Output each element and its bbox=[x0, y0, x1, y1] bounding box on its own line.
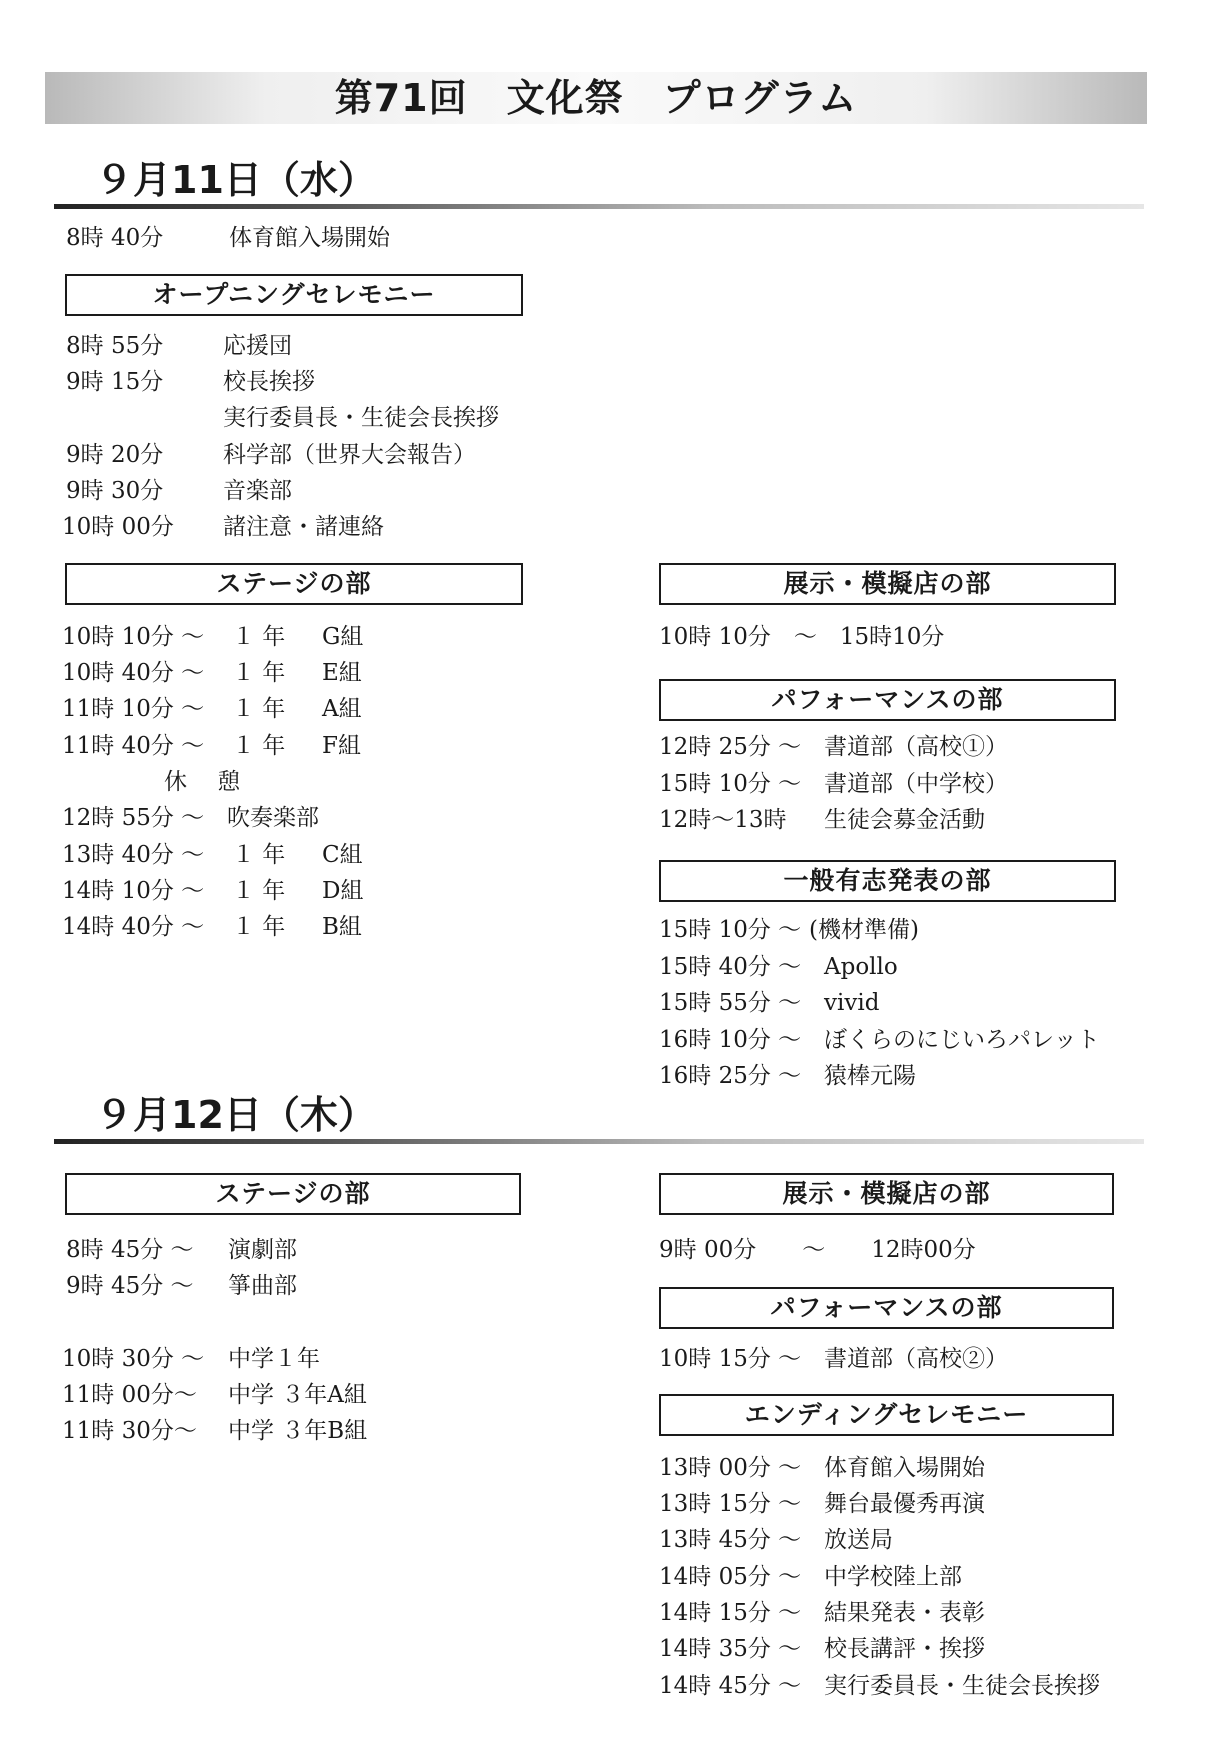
row-time: 15時 55分 ～ bbox=[659, 990, 802, 1016]
row-group: E組 bbox=[322, 660, 362, 686]
row-grade: １ 年 bbox=[232, 842, 286, 868]
day1-exhibit-time: 10時 10分 ～ 15時10分 bbox=[659, 624, 945, 650]
row-desc: 応援団 bbox=[223, 333, 292, 359]
day2-exhibit-time: 9時 00分 ～ 12時00分 bbox=[659, 1237, 976, 1263]
row-desc: Apollo bbox=[824, 954, 898, 980]
entry-time: 8時 40分 bbox=[66, 225, 164, 251]
day2-heading: ９月12日（木） bbox=[95, 1093, 376, 1137]
row-time: 14時 40分 ～ bbox=[62, 914, 205, 940]
row-desc: 生徒会募金活動 bbox=[824, 807, 985, 833]
day1-exhibit-header: 展示・模擬店の部 bbox=[659, 563, 1116, 605]
day1-rule bbox=[54, 204, 1144, 209]
row-time: 12時 25分 ～ bbox=[659, 734, 802, 760]
row-time: 8時 45分 ～ bbox=[66, 1237, 194, 1263]
row-time: 10時 30分 ～ bbox=[62, 1346, 205, 1372]
day1-stage-header: ステージの部 bbox=[65, 563, 523, 605]
page-title: 第71回 文化祭 プログラム bbox=[334, 76, 858, 120]
row-time: 14時 35分 ～ bbox=[659, 1636, 802, 1662]
day1-heading: ９月11日（水） bbox=[95, 158, 376, 202]
row-group: D組 bbox=[322, 878, 364, 904]
row-time: 11時 30分～ bbox=[62, 1418, 197, 1444]
row-desc: 猿棒元陽 bbox=[824, 1063, 916, 1089]
row-desc: 校長講評・挨拶 bbox=[824, 1636, 985, 1662]
row-time: 13時 15分 ～ bbox=[659, 1491, 802, 1517]
row-time: 11時 00分～ bbox=[62, 1382, 197, 1408]
row-time: 11時 10分 ～ bbox=[62, 696, 205, 722]
row-group: C組 bbox=[322, 842, 363, 868]
row-time: 15時 10分 ～ bbox=[659, 917, 802, 943]
day2-exhibit-header: 展示・模擬店の部 bbox=[659, 1173, 1114, 1215]
row-time: 12時～13時 bbox=[659, 807, 787, 833]
row-desc: 体育館入場開始 bbox=[824, 1455, 985, 1481]
row-grade: １ 年 bbox=[232, 696, 286, 722]
row-time: 10時 00分 bbox=[62, 514, 174, 540]
row-grade: １ 年 bbox=[232, 624, 286, 650]
entry-desc: 体育館入場開始 bbox=[229, 225, 390, 251]
row-time: 10時 40分 ～ bbox=[62, 660, 205, 686]
row-desc: 音楽部 bbox=[223, 478, 292, 504]
row-time: 11時 40分 ～ bbox=[62, 733, 205, 759]
day1-volunteer-header: 一般有志発表の部 bbox=[659, 860, 1116, 902]
title-banner bbox=[45, 72, 1147, 124]
row-desc: 中学 ３年B組 bbox=[228, 1418, 368, 1444]
row-time: 15時 40分 ～ bbox=[659, 954, 802, 980]
row-grade: １ 年 bbox=[232, 914, 286, 940]
row-desc: 校長挨拶 bbox=[223, 369, 315, 395]
row-desc: 中学１年 bbox=[228, 1346, 320, 1372]
row-group: G組 bbox=[322, 624, 364, 650]
row-desc: 実行委員長・生徒会長挨拶 bbox=[223, 405, 499, 431]
row-desc: 書道部（高校②） bbox=[824, 1346, 1008, 1372]
row-time: 15時 10分 ～ bbox=[659, 771, 802, 797]
row-time: 9時 30分 bbox=[66, 478, 164, 504]
row-time: 13時 40分 ～ bbox=[62, 842, 205, 868]
row-time: 14時 45分 ～ bbox=[659, 1673, 802, 1699]
row-group: F組 bbox=[322, 733, 361, 759]
row-desc: 結果発表・表彰 bbox=[824, 1600, 985, 1626]
day1-performance-header: パフォーマンスの部 bbox=[659, 679, 1116, 721]
day2-performance-header: パフォーマンスの部 bbox=[659, 1287, 1114, 1329]
row-time: 12時 55分 ～ bbox=[62, 805, 205, 831]
row-desc: 書道部（高校①） bbox=[824, 734, 1008, 760]
row-desc: 放送局 bbox=[824, 1527, 893, 1553]
row-grade: １ 年 bbox=[232, 878, 286, 904]
day2-rule bbox=[54, 1139, 1144, 1144]
row-desc: 箏曲部 bbox=[228, 1273, 297, 1299]
row-grade: 吹奏楽部 bbox=[227, 805, 319, 831]
row-time: 9時 15分 bbox=[66, 369, 164, 395]
row-desc: 科学部（世界大会報告） bbox=[223, 442, 476, 468]
row-time: 13時 45分 ～ bbox=[659, 1527, 802, 1553]
row-desc: (機材準備) bbox=[809, 917, 919, 943]
row-time: 16時 25分 ～ bbox=[659, 1063, 802, 1089]
row-desc: ぼくらのにじいろパレット bbox=[824, 1027, 1100, 1053]
row-desc: 中学校陸上部 bbox=[824, 1564, 962, 1590]
row-desc: 中学 ３年A組 bbox=[228, 1382, 367, 1408]
row-time: 14時 10分 ～ bbox=[62, 878, 205, 904]
row-desc: vivid bbox=[824, 990, 880, 1016]
row-desc: 実行委員長・生徒会長挨拶 bbox=[824, 1673, 1100, 1699]
row-desc: 書道部（中学校） bbox=[824, 771, 1008, 797]
row-time: 14時 15分 ～ bbox=[659, 1600, 802, 1626]
row-time: 16時 10分 ～ bbox=[659, 1027, 802, 1053]
row-time: 8時 55分 bbox=[66, 333, 164, 359]
row-desc: 諸注意・諸連絡 bbox=[223, 514, 384, 540]
row-grade: 休 憩 bbox=[164, 769, 241, 795]
day2-stage-header: ステージの部 bbox=[65, 1173, 521, 1215]
day1-opening-header: オープニングセレモニー bbox=[65, 274, 523, 316]
row-time: 14時 05分 ～ bbox=[659, 1564, 802, 1590]
row-time: 13時 00分 ～ bbox=[659, 1455, 802, 1481]
row-group: A組 bbox=[322, 696, 362, 722]
row-time: 9時 45分 ～ bbox=[66, 1273, 194, 1299]
row-group: B組 bbox=[322, 914, 362, 940]
row-time: 10時 10分 ～ bbox=[62, 624, 205, 650]
row-desc: 演劇部 bbox=[228, 1237, 297, 1263]
row-time: 10時 15分 ～ bbox=[659, 1346, 802, 1372]
row-time: 9時 20分 bbox=[66, 442, 164, 468]
row-grade: １ 年 bbox=[232, 733, 286, 759]
row-grade: １ 年 bbox=[232, 660, 286, 686]
row-desc: 舞台最優秀再演 bbox=[824, 1491, 985, 1517]
day2-ending-header: エンディングセレモニー bbox=[659, 1394, 1114, 1436]
